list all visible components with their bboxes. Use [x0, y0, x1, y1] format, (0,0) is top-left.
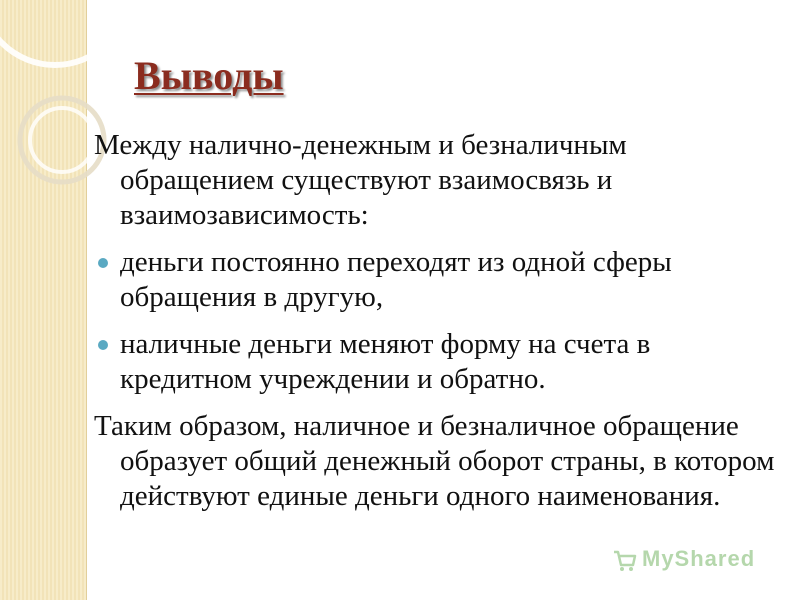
- bullet-text: деньги постоянно переходят из одной сферы обращения в другую,: [120, 246, 672, 313]
- cart-icon: [612, 548, 638, 574]
- watermark-text: MyShared: [642, 546, 756, 571]
- slide-body: [94, 128, 784, 526]
- watermark-logo: [612, 544, 772, 578]
- bullet-dot-icon: [98, 340, 108, 350]
- bullet-dot-icon: [98, 258, 108, 268]
- bullet-text: наличные деньги меняют форму на счета в кредитном учреждении и обратно.: [120, 328, 651, 395]
- slide-title: Выводы: [134, 53, 284, 98]
- intro-paragraph: Между налично-денежным и безналичным обращением существуют взаимосвязь и взаимозависимость:: [94, 129, 627, 231]
- bullet-item: [94, 245, 784, 315]
- conclusion-paragraph: Таким образом, наличное и безналичное обращение образует общий денежный оборот страны, в котором действуют единые деньги одного наименования.: [94, 410, 775, 512]
- bullet-item: [94, 327, 784, 397]
